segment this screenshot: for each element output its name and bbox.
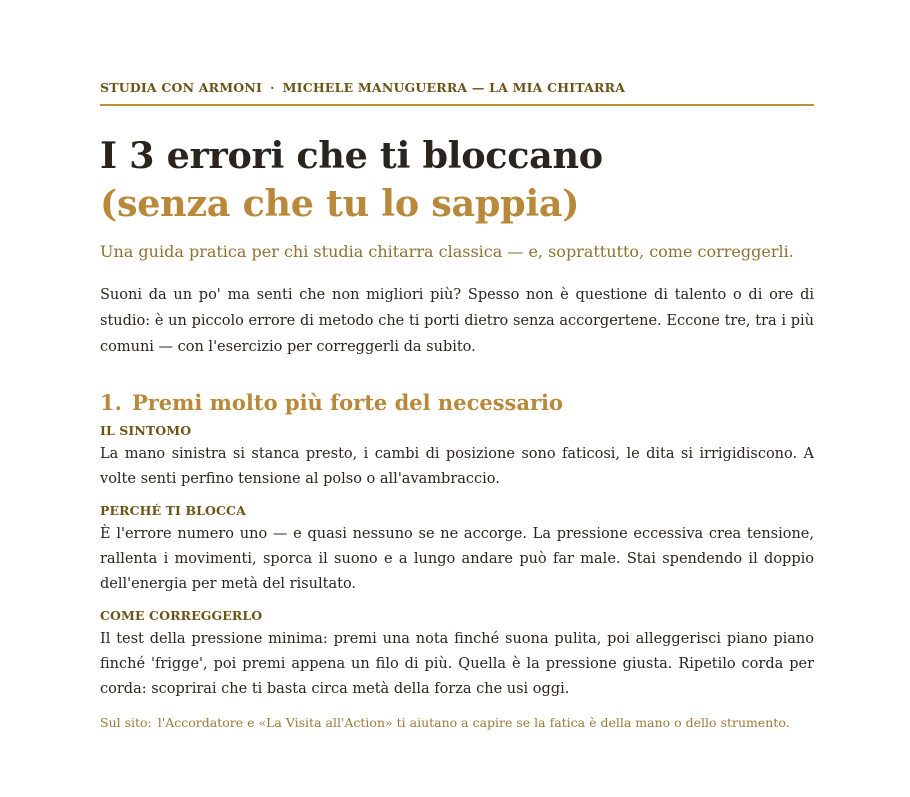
- why-text: È l'errore numero uno — e quasi nessuno se ne accorge. La pressione eccessiva crea tensione, rallenta i movimenti, sporca il suono e a lungo andare può far male. Stai spendendo il doppio dell'energia per metà del risultato.: [100, 526, 814, 592]
- page-title: [100, 132, 814, 228]
- section-number: 1.: [100, 390, 122, 415]
- subtitle: Una guida pratica per chi studia chitarra classica — e, soprattutto, come correggerli.: [100, 242, 794, 261]
- running-header: [100, 80, 814, 106]
- intro-paragraph: Suoni da un po' ma senti che non migliori più? Spesso non è questione di talento o di ore di studio: è un piccolo errore di metodo che ti porti dietro senza accorgertene. Eccone tre, tra i più comuni — con l'esercizio per correggerli da subito.: [100, 287, 814, 355]
- header-context: MICHELE MANUGUERRA — LA MIA CHITARRA: [282, 80, 626, 95]
- title-main: I 3 errori che ti bloccano: [100, 134, 603, 177]
- site-note: [100, 712, 814, 733]
- document-page: [100, 0, 814, 733]
- title-accent: (senza che tu lo sappia): [100, 182, 580, 225]
- section-heading: [100, 388, 814, 418]
- site-note-label: Sul sito:: [100, 715, 152, 730]
- fix-label: COME CORREGGERLO: [100, 608, 263, 623]
- header-brand: STUDIA CON ARMONI: [100, 80, 263, 95]
- site-note-text: l'Accordatore e «La Visita all'Action» ti aiutano a capire se la fatica è della mano o dello strumento.: [157, 715, 790, 730]
- why-label: PERCHÉ TI BLOCCA: [100, 503, 246, 518]
- section-title: Premi molto più forte del necessario: [131, 390, 564, 415]
- fix-text: Il test della pressione minima: premi una nota finché suona pulita, poi alleggerisci piano piano finché 'frigge', poi premi appena un filo di più. Quella è la pressione giusta. Ripetilo corda per corda: scoprirai che ti basta circa metà della forza che usi oggi.: [100, 631, 814, 697]
- symptom-text: La mano sinistra si stanca presto, i cambi di posizione sono faticosi, le dita si irrigidiscono. A volte senti perfino tensione al polso o all'avambraccio.: [100, 446, 814, 487]
- symptom-label: IL SINTOMO: [100, 423, 192, 438]
- header-separator: ·: [270, 80, 275, 95]
